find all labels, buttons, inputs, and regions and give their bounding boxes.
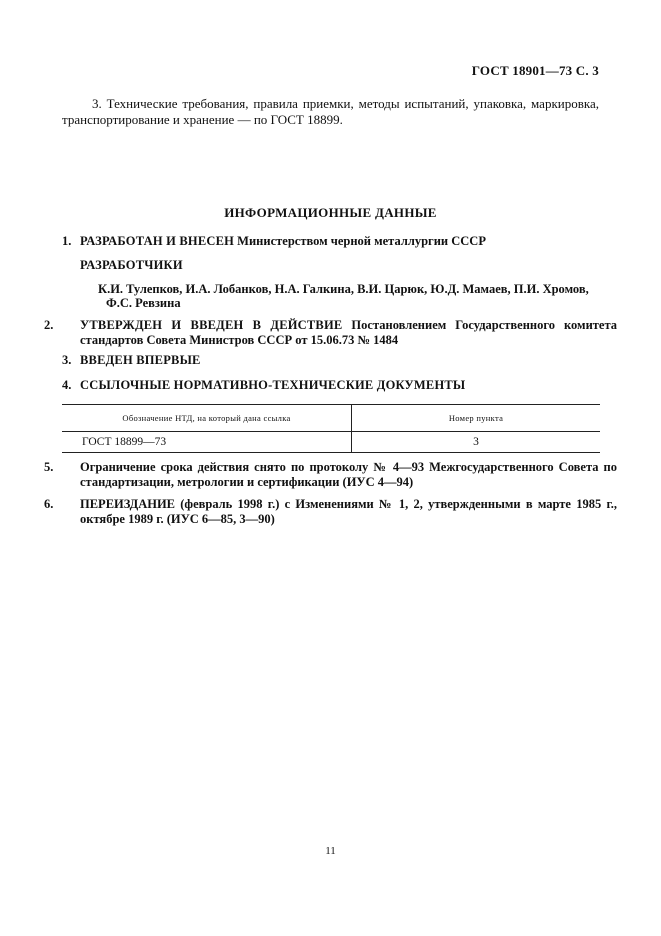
table-cell-document: ГОСТ 18899—73 [62,432,352,453]
section-3-paragraph: 3. Технические требования, правила приемки, методы испытаний, упаковка, маркировка, транспортирование и хранение — по ГОСТ 18899. [62,96,599,127]
item-number: 6. [44,497,54,511]
item-caps: РАЗРАБОТАН И ВНЕСЕН [80,234,235,248]
info-item-2 [44,318,618,348]
table-row [62,432,600,453]
item-text: Ограничение срока действия снято по протоколу № 4—93 Межгосударственного Совета по стандартизации, метрологии и сертификации (ИУС 4—94) [80,460,617,489]
item-number: 2. [44,318,54,332]
item-number: 4. [62,378,72,392]
table-cell-point: 3 [352,432,601,453]
item-text: Постановлением Государственного комитета стандартов Совета Министров СССР от 15.06.73 № 1484 [80,318,618,347]
page-header: ГОСТ 18901—73 С. 3 [471,63,599,78]
item-caps: ВВЕДЕН ВПЕРВЫЕ [80,353,201,367]
info-item-5 [44,460,617,490]
item-text: Министерством черной металлургии СССР [234,234,486,248]
item-number: 5. [44,460,54,474]
item-number: 1. [62,234,72,248]
info-item-4 [62,378,599,393]
developers-label: РАЗРАБОТЧИКИ [80,258,183,272]
column-header-point: Номер пункта [352,405,601,432]
developers-line-1: К.И. Тулепков, И.А. Лобанков, Н.А. Галкина, В.И. Царюк, Ю.Д. Мамаев, П.И. Хромов, [98,282,589,296]
info-item-3 [62,353,599,368]
item-text: ПЕРЕИЗДАНИЕ (февраль 1998 г.) с Изменениями № 1, 2, утвержденными в марте 1985 г., октябре 1989 г. (ИУС 6—85, 3—90) [80,497,617,526]
item-caps: ССЫЛОЧНЫЕ НОРМАТИВНО-ТЕХНИЧЕСКИЕ ДОКУМЕНТЫ [80,378,466,392]
info-heading: ИНФОРМАЦИОННЫЕ ДАННЫЕ [224,205,437,220]
info-item-1 [62,234,599,249]
table-header-row [62,405,600,432]
info-item-6 [44,497,617,527]
item-caps: УТВЕРЖДЕН И ВВЕДЕН В ДЕЙСТВИЕ [80,318,343,332]
page-number: 11 [325,845,336,857]
developers-list [98,282,598,310]
column-header-document: Обозначение НТД, на который дана ссылка [62,405,352,432]
references-table [62,404,600,453]
item-number: 3. [62,353,72,367]
developers-line-2: Ф.С. Ревзина [106,296,181,310]
